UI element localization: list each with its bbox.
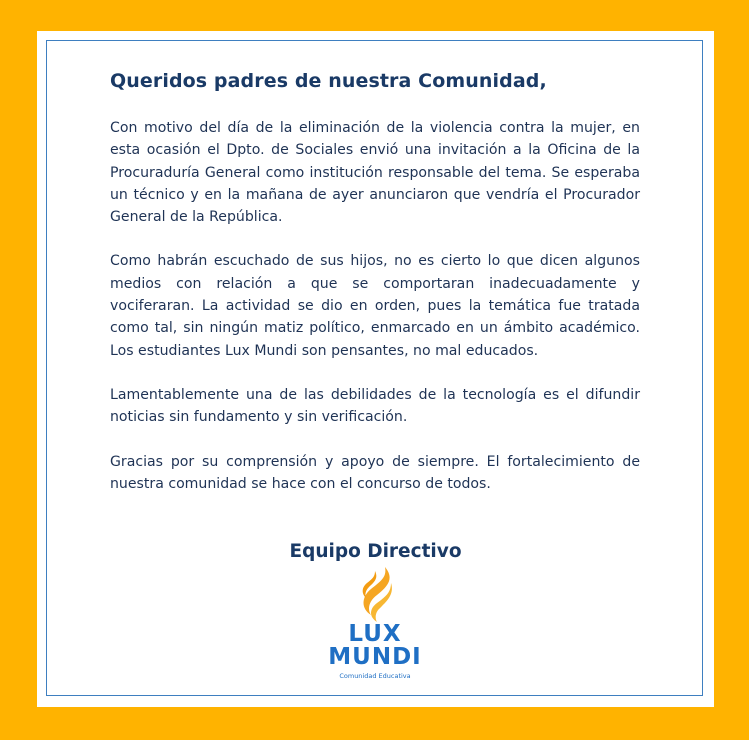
lux-mundi-logo <box>307 563 443 683</box>
greeting-heading: Queridos padres de nuestra Comunidad, <box>110 70 547 92</box>
paragraph-1: Con motivo del día de la eliminación de la violencia contra la mujer, en esta ocasión el Dpto. de Sociales envió una invitación a la Oficina de la Procuraduría General como institución responsable del tema. Se esperaba un técnico y en la mañana de ayer anunciaron que vendría el Procurador General de la República. <box>110 120 640 226</box>
logo-text-mundi: MUNDI <box>328 644 422 670</box>
paragraph-4: Gracias por su comprensión y apoyo de siempre. El fortalecimiento de nuestra comunidad se hace con el concurso de todos. <box>110 453 640 492</box>
flame-icon <box>357 565 397 623</box>
logo-tagline: Comunidad Educativa <box>339 672 411 680</box>
paragraph-3: Lamentablemente una de las debilidades de la tecnología es el difundir noticias sin fundamento y sin verificación. <box>110 386 640 426</box>
signature: Equipo Directivo <box>289 541 462 562</box>
letter-body <box>110 70 640 517</box>
paragraph-2: Como habrán escuchado de sus hijos, no es cierto lo que dicen algunos medios con relación a que se comportaran inadecuadamente y vociferaran. La actividad se dio en orden, pues la temática fue tratada como tal, sin ningún matiz político, enmarcado en un ámbito académico. Los estudiantes Lux Mundi son pensantes, no mal educados. <box>110 253 640 359</box>
letter-page <box>37 31 714 707</box>
logo-text-lux: LUX <box>348 621 402 647</box>
